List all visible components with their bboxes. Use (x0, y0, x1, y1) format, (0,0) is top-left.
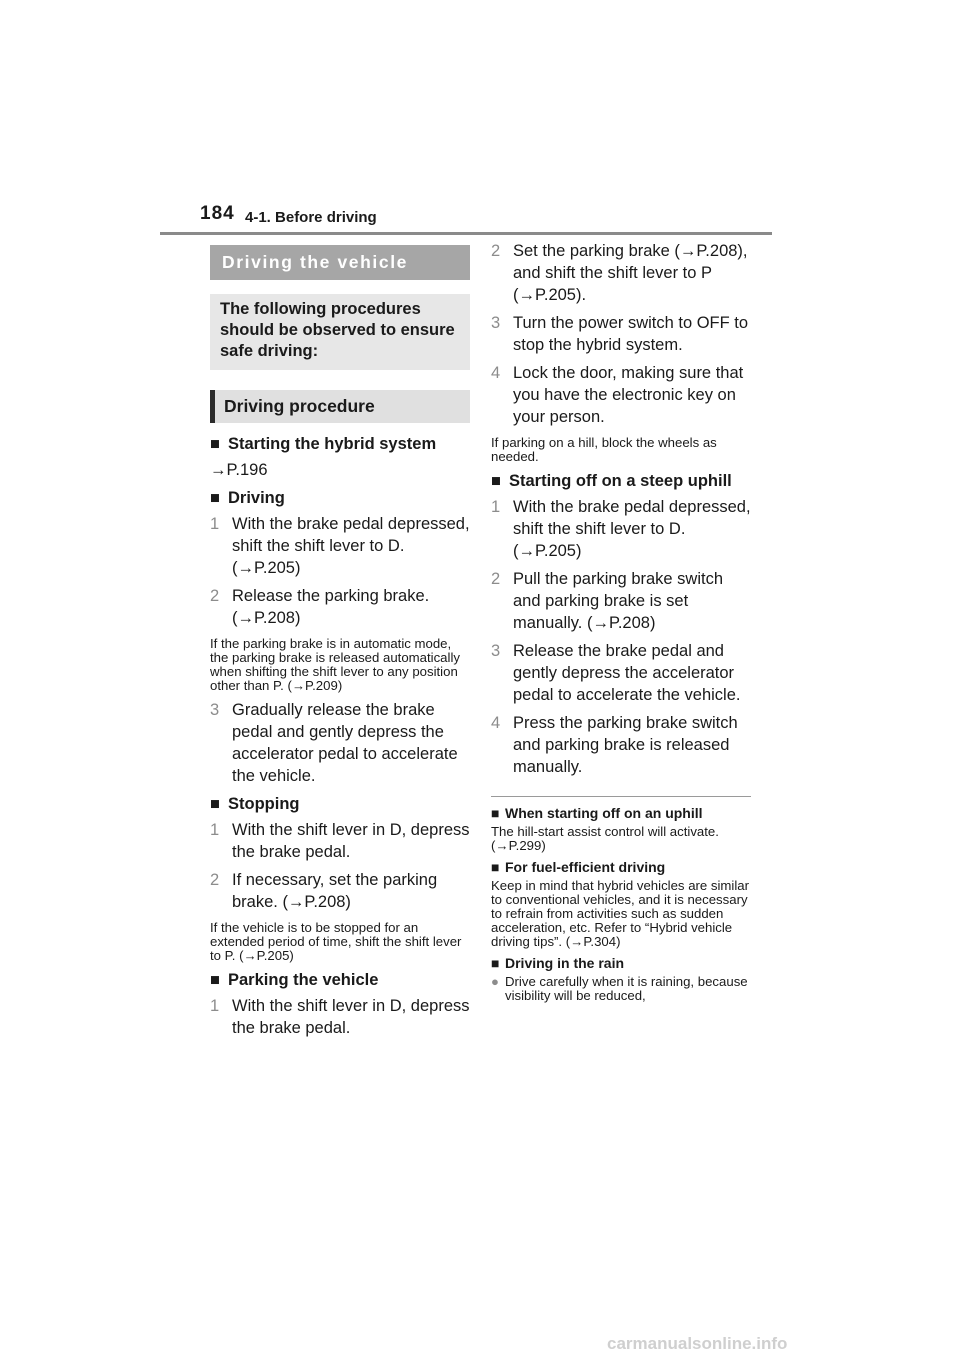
stopping-step: 2 If necessary, set the parking brake. (→P.208) (210, 871, 438, 911)
stopping-note: If the vehicle is to be stopped for an extended period of time, shift the shift lever to P. (→P.205) (210, 920, 462, 963)
watermark: carmanualsonline.info (607, 1334, 788, 1353)
info-uphill-text: The hill-start assist control will activate. (→P.299) (491, 824, 719, 853)
driving-step: 2 Release the parking brake. (→P.208) (210, 587, 430, 627)
square-bullet-icon: ■ (210, 971, 220, 989)
parking-note: If parking on a hill, block the wheels as needed. (491, 435, 717, 464)
square-bullet-icon: ■ (491, 805, 500, 821)
info-uphill-heading: ■ When starting off on an uphill (491, 805, 703, 821)
parking-step: 1 With the shift lever in D, depress the brake pedal. (210, 997, 470, 1037)
square-bullet-icon: ■ (491, 472, 501, 490)
info-rain-bullet: ● Drive carefully when it is raining, because visibility will be reduced, (491, 974, 748, 1003)
uphill-heading: ■ Starting off on a steep uphill (491, 472, 732, 490)
right-column (491, 240, 751, 1006)
info-fuel-text: Keep in mind that hybrid vehicles are similar to conventional vehicles, and it is necessary to refrain from activities such as sudden acceleration, etc. Refer to “Hybrid vehicle driving tips”. (→P.304) (491, 878, 750, 949)
uphill-step: 4 Press the parking brake switch and parking brake is released manually. (491, 714, 738, 776)
uphill-step: 2 Pull the parking brake switch and parking brake is set manually. (→P.208) (491, 570, 724, 632)
driving-note: If the parking brake is in automatic mode, the parking brake is released automatically when shifting the shift lever to any position other than P. (→P.209) (210, 636, 460, 693)
procedure-bar (210, 390, 470, 423)
parking-heading: ■ Parking the vehicle (210, 971, 379, 989)
uphill-step: 1 With the brake pedal depressed, shift the shift lever to D. (→P.205) (491, 498, 751, 560)
stopping-step: 1 With the shift lever in D, depress the brake pedal. (210, 821, 470, 861)
page-number: 184 (200, 203, 235, 224)
square-bullet-icon: ■ (210, 435, 220, 453)
driving-step: 1 With the brake pedal depressed, shift the shift lever to D. (→P.205) (210, 515, 470, 577)
parking-step: 3 Turn the power switch to OFF to stop the hybrid system. (491, 314, 749, 354)
driving-step: 3 Gradually release the brake pedal and gently depress the accelerator pedal to accelerate the vehicle. (210, 701, 458, 785)
square-bullet-icon: ■ (491, 859, 500, 875)
header-rule (160, 232, 772, 235)
starting-ref: →P.196 (210, 461, 268, 479)
title-bar (210, 245, 470, 280)
driving-heading: ■ Driving (210, 489, 285, 507)
starting-heading: ■ Starting the hybrid system (210, 435, 437, 453)
uphill-step: 3 Release the brake pedal and gently depress the accelerator pedal to accelerate the vehicle. (491, 642, 741, 704)
square-bullet-icon: ■ (210, 489, 220, 507)
parking-step: 4 Lock the door, making sure that you have the electronic key on your person. (491, 364, 744, 426)
intro-box: The following procedures should be observed to ensure safe driving: (210, 294, 470, 370)
page-title: Driving the vehicle (222, 252, 409, 272)
info-fuel-heading: ■ For fuel-efficient driving (491, 859, 666, 875)
circle-bullet-icon: ● (491, 974, 499, 989)
procedure-title: Driving procedure (224, 396, 375, 416)
section-title: 4-1. Before driving (245, 209, 377, 226)
square-bullet-icon: ■ (210, 795, 220, 813)
left-column (210, 245, 470, 1045)
info-rain-heading: ■ Driving in the rain (491, 955, 625, 971)
square-bullet-icon: ■ (491, 955, 500, 971)
stopping-heading: ■ Stopping (210, 795, 300, 813)
parking-step: 2 Set the parking brake (→P.208), and shift the shift lever to P (→P.205). (491, 242, 748, 304)
info-divider (491, 796, 751, 797)
